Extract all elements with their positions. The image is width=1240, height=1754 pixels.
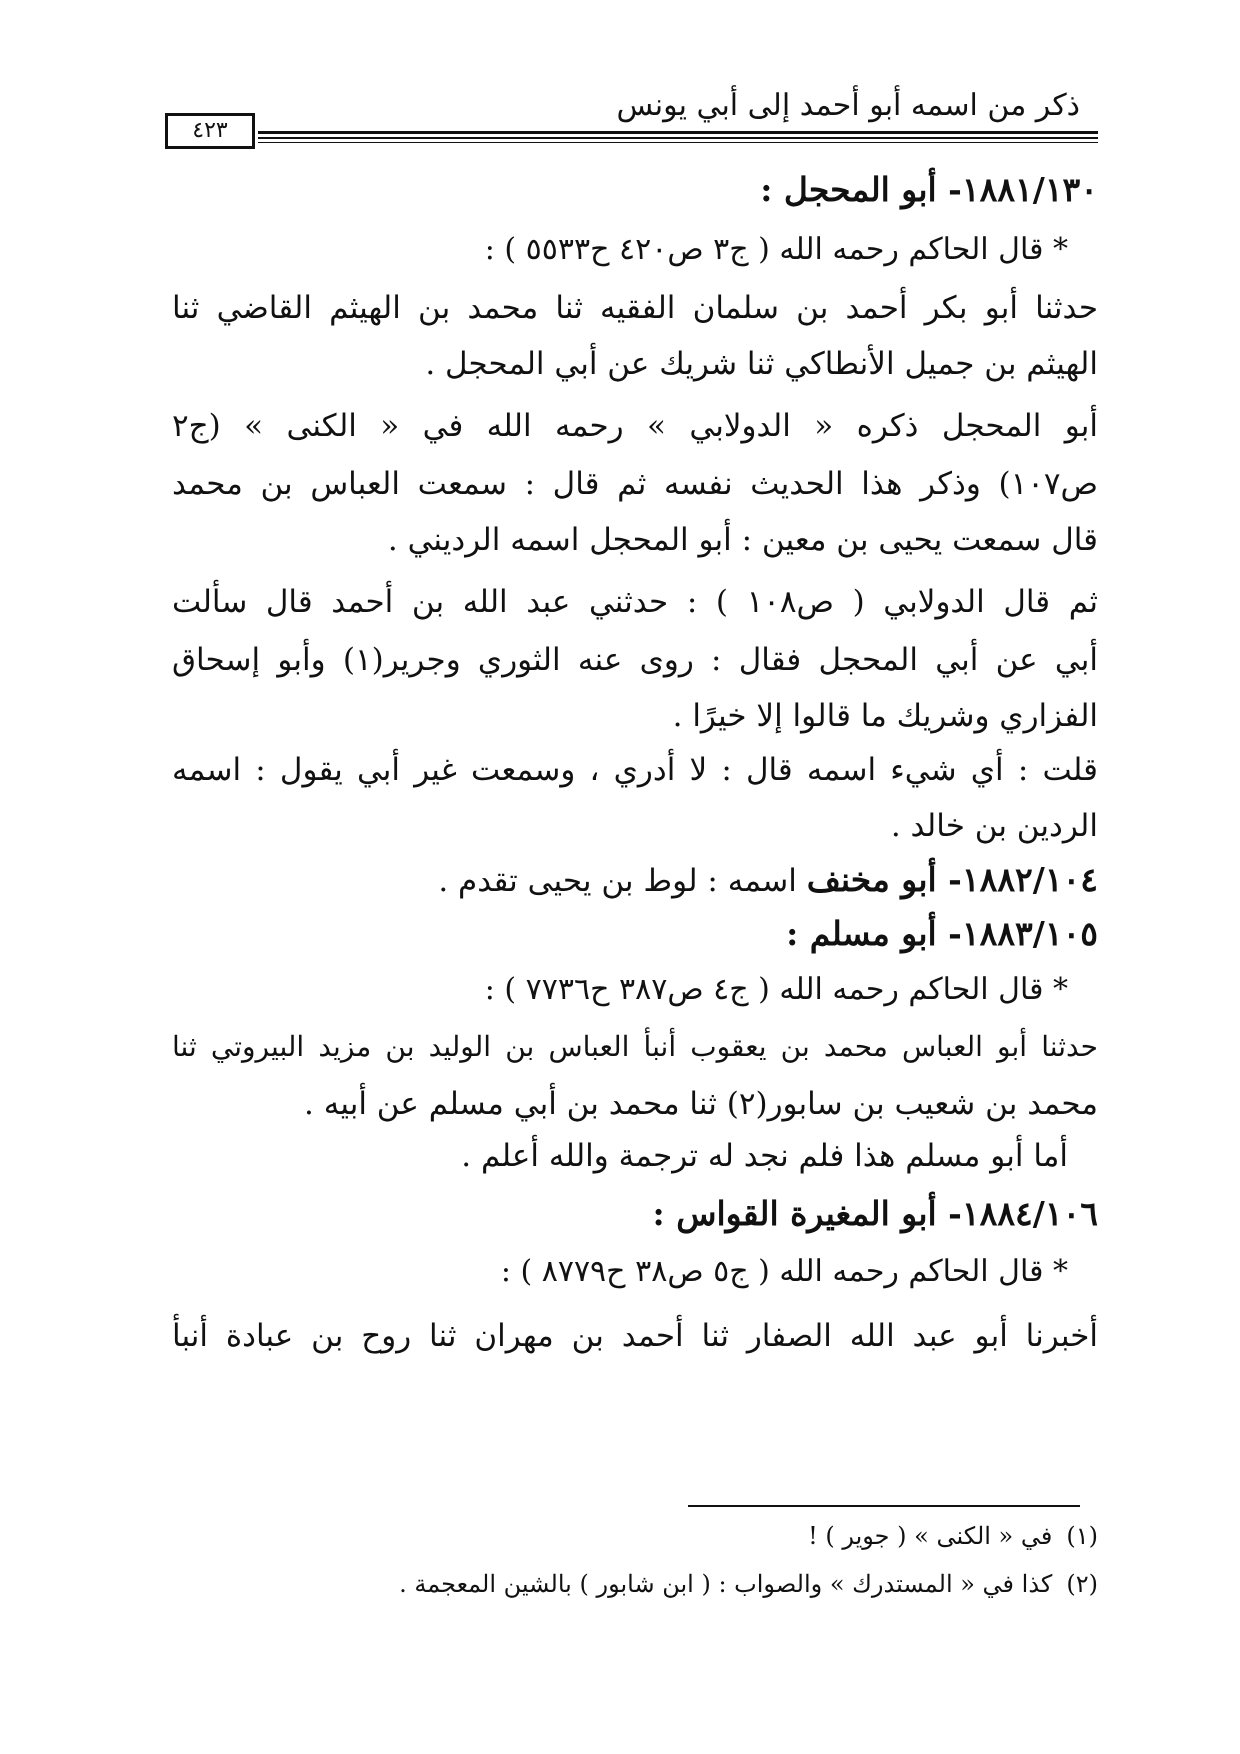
text-line: الردين بن خالد . [890, 808, 1098, 844]
footnote-text: في « الكنى » ( جوير ) ! [808, 1522, 1053, 1550]
entry-number: ١٨٨٣/١٠٥ [961, 914, 1098, 953]
text-line: محمد بن شعيب بن سابور(٢) ثنا محمد بن أبي مسلم عن أبيه . [304, 1086, 1098, 1122]
text-line: أخبرنا أبو عبد الله الصفار ثنا أحمد بن مهران ثنا روح بن عبادة أنبأ [172, 1318, 1098, 1354]
entry-heading: ١٨٨١/١٣٠- أبو المحجل : [760, 170, 1098, 209]
header-rule [258, 142, 1098, 143]
footnote-marker: (١) [1066, 1522, 1098, 1550]
entry-note: اسمه : لوط بن يحيى تقدم . [438, 863, 797, 899]
text-line: حدثنا أبو بكر أحمد بن سلمان الفقيه ثنا محمد بن الهيثم القاضي ثنا [172, 290, 1098, 326]
entry-heading: ١٨٨٣/١٠٥- أبو مسلم : [786, 914, 1098, 953]
source-citation: * قال الحاكم رحمه الله ( ج٤ ص٣٨٧ ح٧٧٣٦ ) : [484, 972, 1068, 1007]
entry-name: أبو مخنف [806, 860, 937, 899]
header-rule [258, 131, 1098, 134]
entry-heading: ١٨٨٤/١٠٦- أبو المغيرة القواس : [652, 1194, 1098, 1233]
footnote [808, 1522, 1098, 1550]
source-citation: * قال الحاكم رحمه الله ( ج٥ ص٣٨ ح٨٧٧٩ ) : [500, 1254, 1068, 1289]
text-line: الهيثم بن جميل الأنطاكي ثنا شريك عن أبي المحجل . [425, 346, 1098, 382]
text-line: أبو المحجل ذكره « الدولابي » رحمه الله في « الكنى » (ج٢ [172, 408, 1098, 444]
entry-name: أبو مسلم : [786, 914, 937, 953]
text-line: ثم قال الدولابي ( ص١٠٨ ) : حدثني عبد الله بن أحمد قال سألت [172, 584, 1098, 620]
entry-name: أبو المغيرة القواس : [652, 1194, 937, 1233]
text-line: أما أبو مسلم هذا فلم نجد له ترجمة والله أعلم . [461, 1138, 1068, 1174]
entry-number: ١٨٨٤/١٠٦ [961, 1194, 1098, 1233]
entry-name: أبو المحجل : [760, 170, 937, 209]
footnote-text: كذا في « المستدرك » والصواب : ( ابن شابور ) بالشين المعجمة . [399, 1570, 1053, 1598]
footnote-divider [688, 1505, 1080, 1507]
footnote-marker: (٢) [1066, 1570, 1098, 1598]
entry-heading: ١٨٨٢/١٠٤- أبو مخنف اسمه : لوط بن يحيى تقدم . [438, 860, 1098, 899]
header-rule [258, 137, 1098, 139]
text-line: الفزاري وشريك ما قالوا إلا خيرًا . [672, 698, 1098, 734]
entry-number: ١٨٨٢/١٠٤ [961, 860, 1098, 899]
text-line: قال سمعت يحيى بن معين : أبو المحجل اسمه الرديني . [387, 522, 1098, 558]
text-line: أبي عن أبي المحجل فقال : روى عنه الثوري وجرير(١) وأبو إسحاق [172, 642, 1099, 678]
footnote [399, 1570, 1098, 1598]
running-title: ذكر من اسمه أبو أحمد إلى أبي يونس [616, 88, 1080, 123]
text-line: حدثنا أبو العباس محمد بن يعقوب أنبأ العباس بن الوليد بن مزيد البيروتي ثنا [172, 1030, 1098, 1063]
source-citation: * قال الحاكم رحمه الله ( ج٣ ص٤٢٠ ح٥٥٣٣ ) : [484, 232, 1068, 267]
entry-number: ١٨٨١/١٣٠ [961, 170, 1098, 209]
page-number: ٤٢٣ [165, 113, 255, 149]
text-line: ص١٠٧) وذكر هذا الحديث نفسه ثم قال : سمعت العباس بن محمد [172, 466, 1098, 502]
text-line: قلت : أي شيء اسمه قال : لا أدري ، وسمعت غير أبي يقول : اسمه [172, 752, 1098, 788]
